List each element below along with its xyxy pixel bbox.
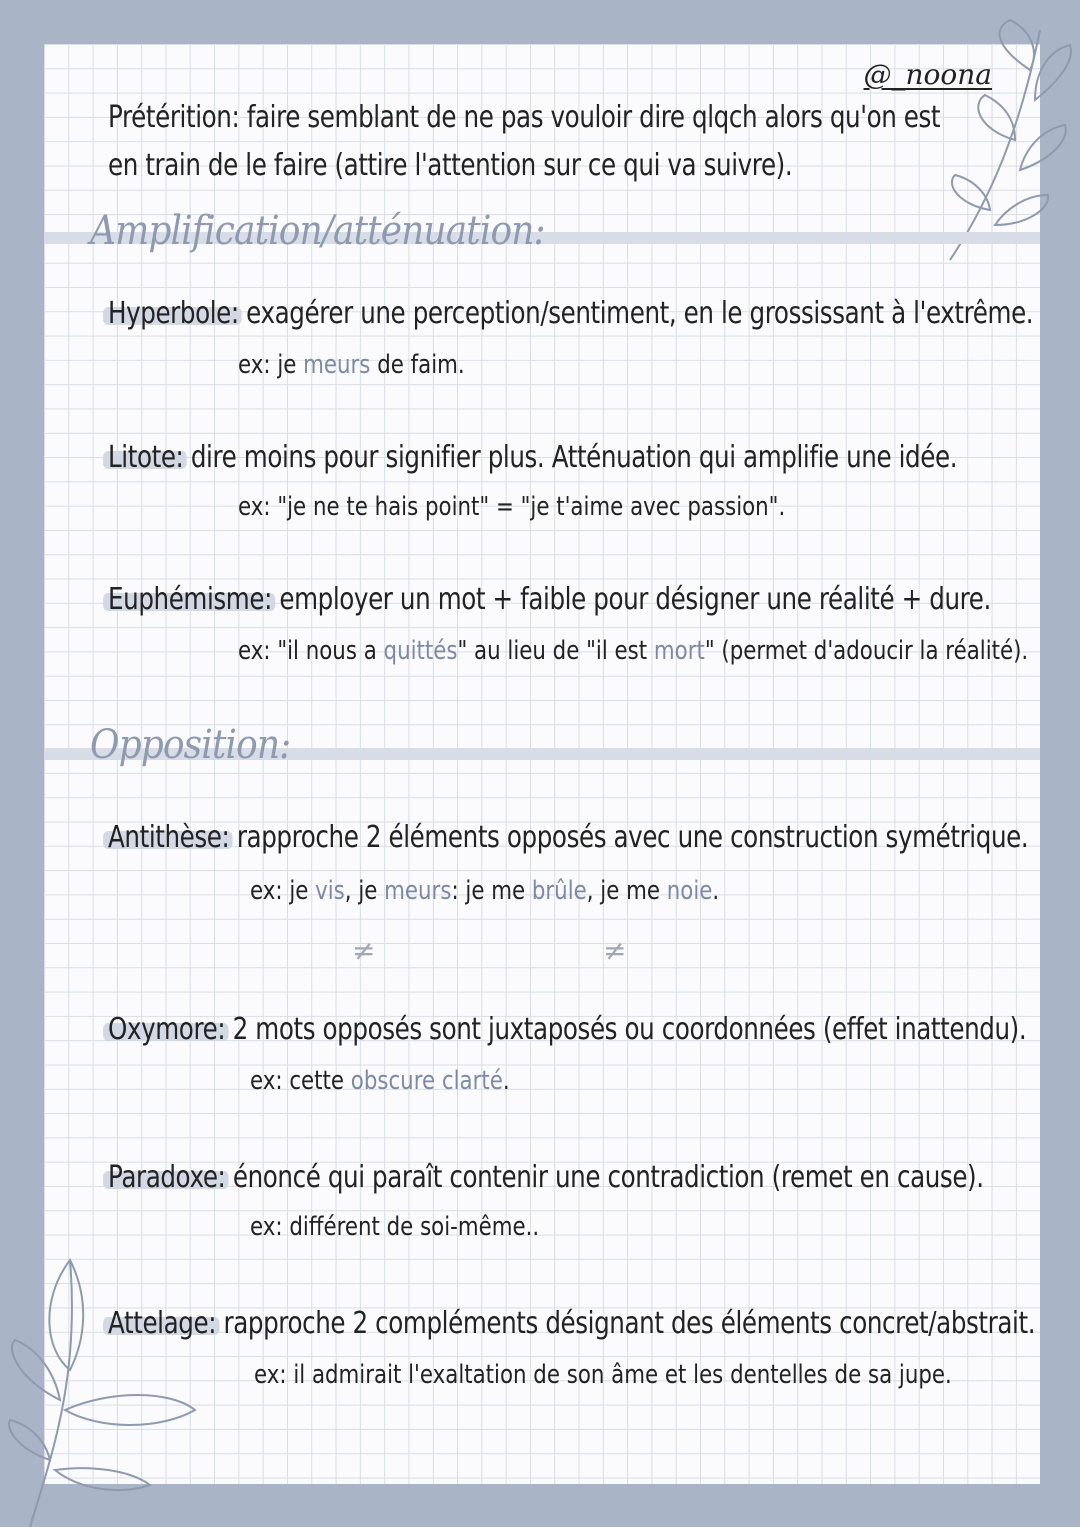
attelage-line (108, 1306, 1035, 1341)
oxymore-definition: 2 mots opposés sont juxtaposés ou coordonnées (effet inattendu). (225, 1012, 1027, 1047)
hyperbole-example (238, 350, 465, 380)
paradoxe-line (108, 1160, 984, 1195)
oxymore-line (108, 1012, 1026, 1047)
example-text: de faim. (370, 350, 465, 380)
litote-term: Litote: (108, 440, 184, 475)
not-equal-symbol: ≠ (352, 934, 376, 967)
example-text: , je (344, 876, 385, 906)
example-highlight: obscure clarté (350, 1066, 503, 1096)
example-text: ex: "il nous a (238, 636, 384, 666)
example-text: ex: je (250, 876, 316, 906)
attelage-example: ex: il admirait l'exaltation de son âme et les dentelles de sa jupe. (254, 1360, 952, 1390)
euphemisme-example (238, 636, 1028, 666)
example-highlight: meurs (384, 876, 452, 906)
antithese-line (108, 820, 1028, 855)
example-highlight: quittés (383, 636, 458, 666)
paradoxe-term: Paradoxe: (108, 1160, 226, 1195)
preterition-line-1 (108, 100, 940, 135)
example-text: . (712, 876, 720, 906)
example-text: ex: je (238, 350, 304, 380)
section-title-amplification: Amplification/atténuation: (90, 208, 545, 254)
hyperbole-line (108, 296, 1033, 331)
paradoxe-definition: énoncé qui paraît contenir une contradiction (remet en cause). (225, 1160, 984, 1195)
oxymore-term: Oxymore: (108, 1012, 226, 1047)
euphemisme-definition: employer un mot + faible pour désigner une réalité + dure. (271, 582, 991, 617)
attelage-term: Attelage: (108, 1306, 217, 1341)
oxymore-example (250, 1066, 510, 1096)
litote-definition: dire moins pour signifier plus. Atténuation qui amplifie une idée. (183, 440, 958, 475)
author-handle: @_noona (863, 58, 992, 91)
example-text: : je me (451, 876, 532, 906)
leaf-branch-bottom-left-icon (0, 1240, 200, 1527)
preterition-line-2: en train de le faire (attire l'attention sur ce qui va suivre). (108, 148, 793, 183)
leaf-branch-top-right-icon (930, 10, 1080, 270)
litote-example: ex: "je ne te hais point" = "je t'aime avec passion". (238, 492, 786, 522)
paradoxe-example: ex: différent de soi-même.. (250, 1212, 540, 1242)
euphemisme-line (108, 582, 991, 617)
example-highlight: noie (666, 876, 713, 906)
litote-line (108, 440, 957, 475)
not-equal-symbol: ≠ (603, 934, 627, 967)
hyperbole-term: Hyperbole: (108, 296, 239, 331)
section-title-opposition: Opposition: (90, 722, 291, 768)
example-highlight: brûle (531, 876, 587, 906)
example-text: " (permet d'adoucir la réalité). (704, 636, 1029, 666)
hyperbole-definition: exagérer une perception/sentiment, en le grossissant à l'extrême. (238, 296, 1034, 331)
example-text: . (502, 1066, 510, 1096)
preterition-term: Prétérition: (108, 100, 240, 135)
euphemisme-term: Euphémisme: (108, 582, 272, 617)
example-highlight: mort (653, 636, 705, 666)
example-text: " au lieu de "il est (457, 636, 654, 666)
example-highlight: vis (315, 876, 345, 906)
example-highlight: meurs (303, 350, 371, 380)
example-text: ex: cette (250, 1066, 351, 1096)
attelage-definition: rapproche 2 compléments désignant des éléments concret/abstrait. (216, 1306, 1036, 1341)
antithese-definition: rapproche 2 éléments opposés avec une construction symétrique. (229, 820, 1029, 855)
antithese-example (250, 876, 719, 906)
example-text: , je me (586, 876, 667, 906)
preterition-definition: faire semblant de ne pas vouloir dire qlqch alors qu'on est (239, 100, 941, 135)
antithese-term: Antithèse: (108, 820, 230, 855)
